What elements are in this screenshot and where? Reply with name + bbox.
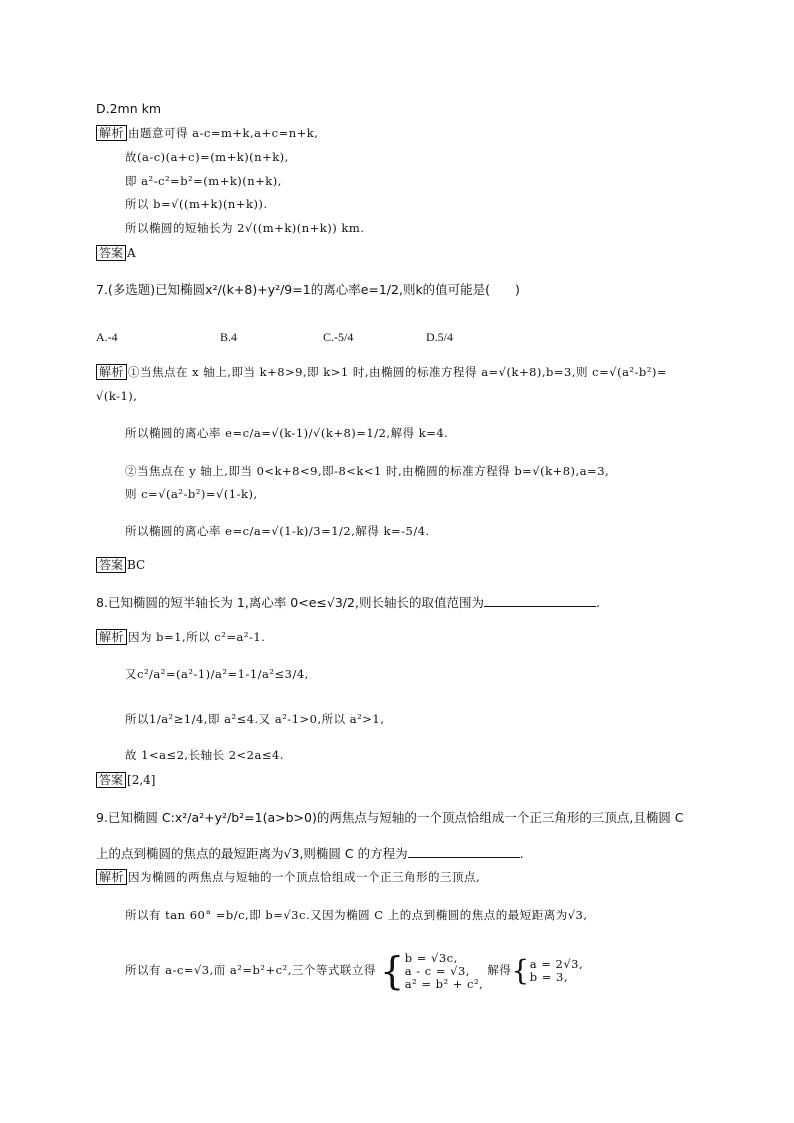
q9-text-3: 所以有 a-c=√3,而 a²=b²+c²,三个等式联立得 (125, 963, 376, 977)
q9-text-1: 因为椭圆的两焦点与短轴的一个顶点恰组成一个正三角形的三顶点, (128, 870, 481, 884)
q9-solution-line-3 (125, 948, 583, 992)
q7-answer-value: BC (127, 558, 146, 572)
q7-solution-line-1 (96, 364, 667, 380)
q8-stem: 8.已知椭圆的短半轴长为 1,离心率 0<e≤√3/2,则长轴长的取值范围为 (96, 595, 484, 610)
q7-option-d: D.5/4 (426, 330, 453, 344)
q7-option-c: C.-5/4 (323, 330, 354, 344)
q6-option-d: D.2mn km (96, 101, 162, 116)
analysis-label: 解析 (96, 629, 127, 645)
q7-option-b: B.4 (220, 330, 238, 344)
q8-answer-blank[interactable] (484, 594, 596, 607)
q7-solution-line-4: ②当焦点在 y 轴上,即当 0<k+8<9,即-8<k<1 时,由椭圆的标准方程得 b=√(k+8),a=3, (125, 464, 610, 478)
q9-result-2: b = 3, (529, 970, 569, 984)
q8-text-1: 因为 b=1,所以 c²=a²-1. (128, 630, 266, 644)
q6-text-1: 由题意可得 a-c=m+k,a+c=n+k, (128, 126, 319, 140)
q6-answer-value: A (127, 246, 136, 260)
q9-answer-blank[interactable] (408, 845, 520, 858)
q9-text-4: 解得 (487, 963, 512, 977)
q8-solution-line-4: 故 1<a≤2,长轴长 2<2a≤4. (125, 748, 284, 762)
q7-stem: 7.(多选题)已知椭圆x²/(k+8)+y²/9=1的离心率e=1/2,则k的值可能是( ) (96, 282, 520, 297)
q9-result-1: a = 2√3, (529, 957, 584, 971)
q8-solution-line-1 (96, 629, 265, 645)
q8-stem-line: 8.已知椭圆的短半轴长为 1,离心率 0<e≤√3/2,则长轴长的取值范围为 . (96, 595, 600, 610)
analysis-label: 解析 (96, 364, 127, 380)
q7-solution-line-6: 所以椭圆的离心率 e=c/a=√(1-k)/3=1/2,解得 k=-5/4. (125, 524, 430, 538)
left-brace: { (380, 949, 405, 993)
left-brace: { (511, 954, 530, 987)
q9-result-system (530, 958, 583, 984)
q9-stem-2: 上的点到椭圆的焦点的最短距离为√3,则椭圆 C 的方程为 (96, 846, 408, 861)
answer-label: 答案 (96, 557, 126, 573)
q8-solution-line-3: 所以1/a²≥1/4,即 a²≤4.又 a²-1>0,所以 a²>1, (125, 712, 385, 726)
answer-label: 答案 (96, 245, 126, 261)
q9-stem-line-2: 上的点到椭圆的焦点的最短距离为√3,则椭圆 C 的方程为 . (96, 846, 524, 861)
q6-solution-line-5: 所以椭圆的短轴长为 2√((m+k)(n+k)) km. (125, 221, 365, 235)
q9-stem: 9.已知椭圆 C:x²/a²+y²/b²=1(a>b>0)的两焦点与短轴的一个顶点恰组成一个正三角形的三顶点,且椭圆 C (96, 810, 684, 825)
q7-answer-line (96, 557, 145, 573)
q9-solution-line-1 (96, 869, 480, 885)
q7-option-a: A.-4 (96, 330, 118, 344)
q8-solution-line-2: 又c²/a²=(a²-1)/a²=1-1/a²≤3/4, (125, 667, 309, 681)
q9-system-eq-3: a² = b² + c², (404, 976, 484, 991)
analysis-label: 解析 (96, 125, 127, 141)
q6-solution-line-4: 所以 b=√((m+k)(n+k)). (125, 197, 268, 211)
q7-solution-line-3: 所以椭圆的离心率 e=c/a=√(k-1)/√(k+8)=1/2,解得 k=4. (125, 426, 449, 440)
q7-text-1: ①当焦点在 x 轴上,即当 k+8>9,即 k>1 时,由椭圆的标准方程得 a=√(k+8),b=3,则 c=√(a²-b²)= (128, 365, 668, 379)
q9-equation-system (405, 952, 484, 991)
q6-solution-line-1 (96, 125, 318, 141)
q8-answer-line (96, 772, 155, 788)
q7-solution-line-2: √(k-1), (96, 389, 138, 403)
q6-solution-line-3: 即 a²-c²=b²=(m+k)(n+k), (125, 174, 282, 188)
q7-solution-line-5: 则 c=√(a²-b²)=√(1-k), (125, 487, 258, 501)
q6-answer-line (96, 245, 136, 261)
analysis-label: 解析 (96, 869, 127, 885)
answer-label: 答案 (96, 772, 126, 788)
q6-solution-line-2: 故(a-c)(a+c)=(m+k)(n+k), (125, 150, 289, 164)
q8-answer-value: [2,4] (127, 773, 156, 787)
q9-system-eq-1: b = √3c, (404, 950, 458, 965)
q9-solution-line-2: 所以有 tan 60° =b/c,即 b=√3c.又因为椭圆 C 上的点到椭圆的焦点的最短距离为√3, (125, 908, 588, 922)
q9-system-eq-2: a - c = √3, (404, 963, 470, 978)
